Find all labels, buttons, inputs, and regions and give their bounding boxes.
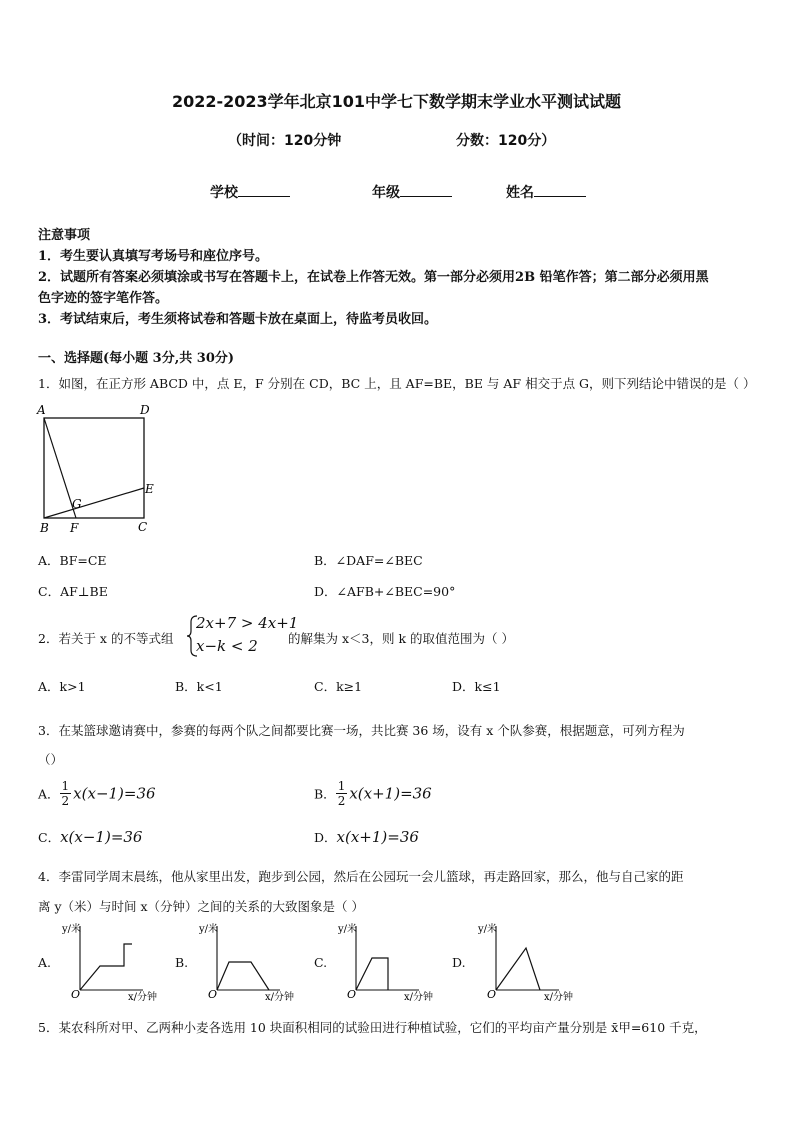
q2-option-c[interactable]: C．k≥1 <box>314 679 363 694</box>
q3-option-c-label: C． <box>38 830 61 845</box>
q4-graph-d[interactable] <box>474 918 584 1004</box>
page-title: 2022-2023学年北京101中学七下数学期末学业水平测试试题 <box>171 92 622 111</box>
q3-option-c-expr: x(x−1)=36 <box>60 828 143 846</box>
q3-stem-cont: （） <box>38 752 64 767</box>
svg-text:y/米: y/米 <box>199 924 219 935</box>
q2-option-b[interactable]: B．k<1 <box>175 679 223 694</box>
q3-option-d-label: D． <box>314 830 337 845</box>
notice-item: 3．考试结束后，考生须将试卷和答题卡放在桌面上，待监考员收回。 <box>38 312 438 327</box>
q4-stem-cont: 离 y（米）与时间 x（分钟）之间的关系的大致图象是（ ） <box>38 899 365 914</box>
q3-option-a[interactable] <box>38 779 156 808</box>
q2-inequality-1: 2x+7 > 4x+1 <box>196 614 299 632</box>
svg-text:x/分钟: x/分钟 <box>265 992 295 1003</box>
svg-text:x/分钟: x/分钟 <box>404 992 434 1003</box>
name-field <box>506 182 586 202</box>
notice-item: 2．试题所有答案必须填涂或书写在答题卡上，在试卷上作答无效。第一部分必须用2B 铅笔作答；第二部分必须用黑 <box>38 270 709 285</box>
q1-option-d[interactable]: D．∠AFB+∠BEC=90° <box>314 584 456 599</box>
q1-option-c[interactable]: C．AF⊥BE <box>38 584 108 599</box>
grade-blank[interactable] <box>400 184 452 197</box>
svg-text:y/米: y/米 <box>338 924 358 935</box>
q1-square-figure <box>30 400 170 540</box>
svg-text:O: O <box>347 988 357 1001</box>
q4-stem: 4．李雷同学周末晨练，他从家里出发，跑步到公园，然后在公园玩一会儿篮球，再走路回家，那么，他与自己家的距 <box>38 869 684 884</box>
fraction-half: $\frac{1}{2}$ <box>61 779 70 808</box>
grade-label: 年级 <box>372 185 400 201</box>
q2-inequality-2: x−k < 2 <box>196 637 258 655</box>
svg-text:y/米: y/米 <box>62 924 82 935</box>
q3-option-d-expr: x(x+1)=36 <box>336 828 419 846</box>
q4-graph-b[interactable] <box>195 918 305 1004</box>
q2-option-a[interactable]: A．k>1 <box>38 679 86 694</box>
fraction-half: $\frac{1}{2}$ <box>337 779 346 808</box>
q3-option-d[interactable] <box>314 828 419 846</box>
q2-option-d[interactable]: D．k≤1 <box>452 679 501 694</box>
q2-prefix: 2．若关于 x 的不等式组 <box>38 631 174 646</box>
q4-option-a-label[interactable]: A. <box>38 955 52 970</box>
section-heading: 一、选择题(每小题 3分,共 30分) <box>38 351 235 366</box>
label-f: F <box>70 521 79 535</box>
q4-graph-a[interactable] <box>58 918 168 1004</box>
svg-text:O: O <box>208 988 218 1001</box>
q5-stem: 5．某农科所对甲、乙两种小麦各选用 10 块面积相同的试验田进行种植试验，它们的平均亩产量分别是 x̄甲=610 千克， <box>38 1020 707 1035</box>
q1-option-a[interactable]: A．BF=CE <box>38 553 107 568</box>
school-label: 学校 <box>210 185 238 201</box>
exam-time: （时间：120分钟 <box>228 133 342 149</box>
notice-item: 1．考生要认真填写考场号和座位序号。 <box>38 249 269 264</box>
q4-graph-c[interactable] <box>334 918 444 1004</box>
label-c: C <box>138 520 148 534</box>
notice-heading: 注意事项 <box>38 228 91 243</box>
label-d: D <box>140 403 150 417</box>
q3-option-c[interactable] <box>38 828 142 846</box>
school-field <box>210 182 290 202</box>
svg-text:x/分钟: x/分钟 <box>544 992 574 1003</box>
q3-option-b[interactable] <box>314 779 432 808</box>
name-blank[interactable] <box>534 184 586 197</box>
q4-option-d-label[interactable]: D. <box>452 955 466 970</box>
svg-text:O: O <box>71 988 81 1001</box>
svg-text:x/分钟: x/分钟 <box>128 992 158 1003</box>
exam-score: 分数：120分） <box>456 133 556 149</box>
q1-option-b[interactable]: B．∠DAF=∠BEC <box>314 553 423 568</box>
q3-option-a-label: A． <box>38 786 60 802</box>
q1-stem: 1．如图，在正方形 ABCD 中，点 E，F 分别在 CD，BC 上，且 AF=BE，BE 与 AF 相交于点 G，则下列结论中错误的是（ ） <box>38 376 756 391</box>
q3-stem: 3．在某篮球邀请赛中，参赛的每两个队之间都要比赛一场，共比赛 36 场，设有 x 个队参赛，根据题意，可列方程为 <box>38 723 685 738</box>
q3-option-b-label: B． <box>314 786 336 802</box>
q3-option-b-expr: x(x+1)=36 <box>349 784 432 803</box>
label-e: E <box>145 482 154 496</box>
q2-suffix: 的解集为 x＜3，则 k 的取值范围为（ ） <box>288 631 514 646</box>
label-a: A <box>37 403 46 417</box>
label-g: G <box>72 497 82 511</box>
label-b: B <box>40 521 49 535</box>
q3-option-a-expr: x(x−1)=36 <box>73 784 156 803</box>
q4-option-b-label[interactable]: B. <box>175 955 189 970</box>
svg-text:y/米: y/米 <box>478 924 498 935</box>
school-blank[interactable] <box>238 184 290 197</box>
grade-field <box>372 182 452 202</box>
name-label: 姓名 <box>506 185 534 201</box>
q4-option-c-label[interactable]: C. <box>314 955 328 970</box>
notice-item: 色字迹的签字笔作答。 <box>38 291 169 306</box>
svg-text:O: O <box>487 988 497 1001</box>
